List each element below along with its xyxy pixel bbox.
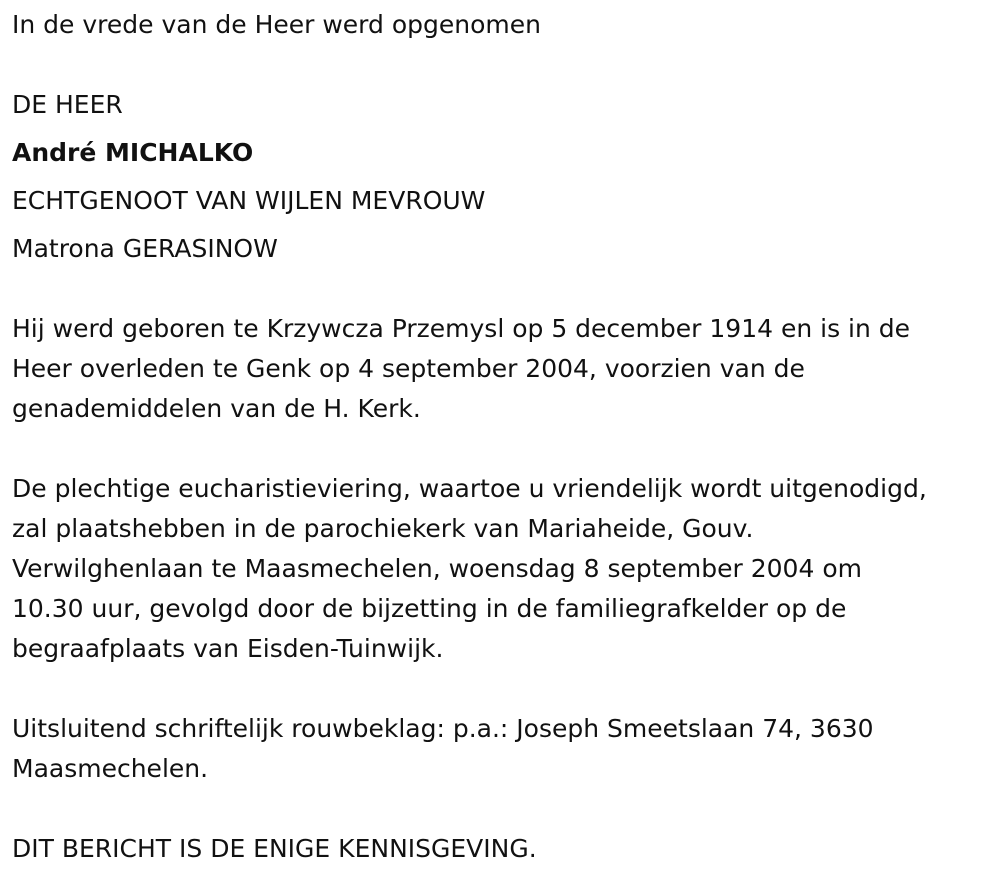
birth-line: genademiddelen van de H. Kerk.: [12, 394, 421, 423]
condolence-line: Uitsluitend schriftelijk rouwbeklag: p.a.: Joseph Smeetslaan 74, 3630: [12, 714, 874, 743]
condolence-line: Maasmechelen.: [12, 754, 209, 783]
ceremony-line: De plechtige eucharistieviering, waartoe u vriendelijk wordt uitgenodigd,: [12, 474, 927, 503]
deceased-name: André MICHALKO: [12, 138, 254, 167]
spouse-name: Matrona GERASINOW: [12, 234, 278, 263]
intro-line: In de vrede van de Heer werd opgenomen: [12, 10, 541, 39]
ceremony-line: Verwilghenlaan te Maasmechelen, woensdag 8 september 2004 om: [12, 554, 862, 583]
birth-line: Hij werd geboren te Krzywcza Przemysl op 5 december 1914 en is in de: [12, 314, 911, 343]
birth-line: Heer overleden te Genk op 4 september 2004, voorzien van de: [12, 354, 805, 383]
closing-notice: DIT BERICHT IS DE ENIGE KENNISGEVING.: [12, 834, 537, 863]
salutation: DE HEER: [12, 90, 123, 119]
ceremony-line: 10.30 uur, gevolgd door de bijzetting in de familiegrafkelder op de: [12, 594, 847, 623]
spouse-title: ECHTGENOOT VAN WIJLEN MEVROUW: [12, 186, 486, 215]
ceremony-line: zal plaatshebben in de parochiekerk van Mariaheide, Gouv.: [12, 514, 754, 543]
condolence-paragraph: [12, 709, 992, 789]
ceremony-line: begraafplaats van Eisden-Tuinwijk.: [12, 634, 444, 663]
ceremony-paragraph: [12, 469, 992, 669]
birth-paragraph: [12, 309, 992, 429]
